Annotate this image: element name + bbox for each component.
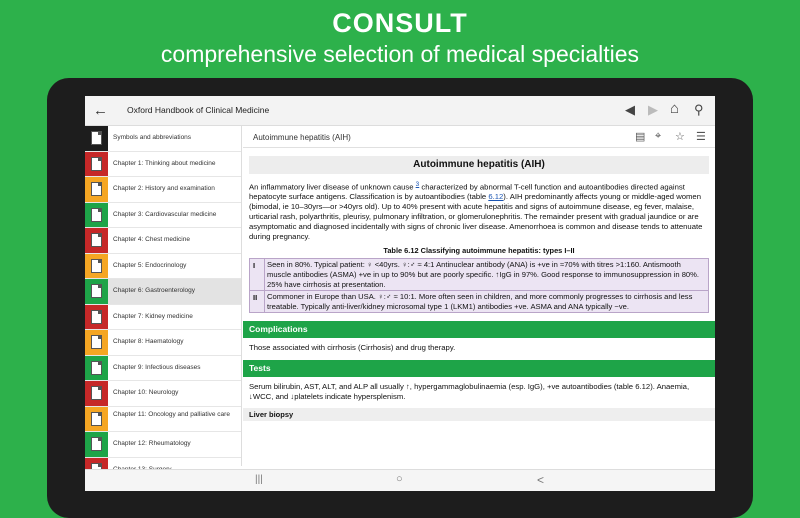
table-row xyxy=(250,291,708,312)
app-title: Oxford Handbook of Clinical Medicine xyxy=(127,105,270,115)
sidebar-item-label: Chapter 2: History and examination xyxy=(113,185,215,192)
recents-icon[interactable]: ||| xyxy=(255,474,263,485)
sidebar-item[interactable] xyxy=(85,432,241,458)
content-title-bar xyxy=(243,126,715,148)
sidebar-item[interactable] xyxy=(85,330,241,356)
document-icon xyxy=(91,259,102,273)
sidebar-item-label: Chapter 3: Cardiovascular medicine xyxy=(113,210,217,218)
tests-text xyxy=(243,377,715,402)
chapter-color-strip xyxy=(85,432,108,457)
arrow-left-icon[interactable]: ← xyxy=(93,102,108,119)
chapter-color-strip xyxy=(85,407,108,432)
promo-subtitle: comprehensive selection of medical specialties xyxy=(160,41,640,67)
content-pane xyxy=(243,126,715,466)
table-row-number: II xyxy=(253,293,258,303)
promo-title: CONSULT xyxy=(332,8,468,38)
chapter-color-strip xyxy=(85,177,108,202)
sidebar-item-label: Chapter 8: Haematology xyxy=(113,338,184,345)
intro-text-3: ). AIH predominantly affects young or middle-aged women (bimodal, ie 10–30yrs—or >40yrs old). Up to 40% present with acute hepatitis and signs of autoimmune disease, eg fever, malaise, urticarial rash, polyarthritis, pleurisy, pulmonary infiltration, or glomerulonephritis. The remainder present with gradual jaundice or are asymptomatic and diagnosed incidentally with signs of chronic liver disease. Amenorrhoea is common and disease tends to attenuate during pregnancy. xyxy=(249,192,703,241)
tag-icon[interactable]: ⌖ xyxy=(655,130,662,142)
chapter-sidebar xyxy=(85,126,242,466)
tests-text-1: Serum bilirubin, AST, ALT, and ALP all usually ↑, hypergammaglobulinaemia (esp. IgG), +ve autoantibodies (table xyxy=(249,382,636,392)
document-icon xyxy=(91,386,102,400)
document-icon xyxy=(91,233,102,247)
complications-text-2: ) and drug therapy. xyxy=(390,343,456,353)
sidebar-item[interactable] xyxy=(85,228,241,254)
chapter-color-strip xyxy=(85,305,108,330)
breadcrumb: Autoimmune hepatitis (AIH) xyxy=(253,133,351,142)
document-icon xyxy=(91,131,102,145)
footnote-link[interactable]: 3 xyxy=(415,181,420,188)
table-row xyxy=(250,259,708,291)
chapter-color-strip xyxy=(85,203,108,228)
complications-heading: Complications xyxy=(243,321,715,338)
sidebar-item[interactable] xyxy=(85,152,241,178)
sidebar-item-label: Chapter 10: Neurology xyxy=(113,389,179,396)
chapter-color-strip xyxy=(85,254,108,279)
chapter-color-strip xyxy=(85,279,108,304)
top-app-bar xyxy=(85,96,715,126)
table-title: Table 6.12 Classifying autoimmune hepatitis: types I–II xyxy=(383,246,575,256)
table-cell: Commoner in Europe than USA. ♀:♂ ≈ 10:1. More often seen in children, and more commonly progresses to cirrhosis and less treatable. Typically anti-liver/kidney microsomal type 1 (LKM1) antibodies +ve. ASMA and ANA typically −ve. xyxy=(264,291,708,312)
chapter-color-strip xyxy=(85,126,108,151)
chapter-color-strip xyxy=(85,152,108,177)
search-icon[interactable]: ⚲ xyxy=(694,102,704,117)
intro-paragraph xyxy=(243,180,715,241)
home-nav-icon[interactable]: ○ xyxy=(396,473,403,485)
document-icon xyxy=(91,208,102,222)
document-icon xyxy=(91,412,102,426)
sidebar-item[interactable] xyxy=(85,177,241,203)
document-icon xyxy=(91,157,102,171)
intro-text-1: An inflammatory liver disease of unknown cause xyxy=(249,182,414,192)
contents-list-icon[interactable]: ☰ xyxy=(696,131,706,143)
tests-table-link[interactable]: 6.12 xyxy=(635,382,651,392)
cirrhosis-link[interactable]: Cirrhosis xyxy=(360,343,391,353)
sidebar-item-label: Chapter 4: Chest medicine xyxy=(113,236,190,243)
sidebar-item-label: Chapter 11: Oncology and palliative care xyxy=(113,410,230,418)
sidebar-item-label: Chapter 1: Thinking about medicine xyxy=(113,159,216,167)
sidebar-item[interactable] xyxy=(85,203,241,229)
table-row-number: I xyxy=(253,261,256,271)
tests-heading: Tests xyxy=(243,360,715,377)
chapter-color-strip xyxy=(85,356,108,381)
document-icon xyxy=(91,284,102,298)
complications-text-1: Those associated with cirrhosis ( xyxy=(249,343,361,353)
document-icon xyxy=(91,310,102,324)
sidebar-item[interactable] xyxy=(85,356,241,382)
sidebar-item-label: Chapter 9: Infectious diseases xyxy=(113,363,201,371)
tests-text-2: ). Anaemia, ↓WCC, and ↓platelets indicate hypersplenism. xyxy=(249,382,690,401)
intro-text-2: characterized by abnormal T-cell function and autoantibodies directed against hepatocyte surface antigens. Classification is by autoantibodies (table xyxy=(249,182,685,202)
back-nav-icon[interactable]: < xyxy=(537,473,545,487)
next-page-icon[interactable]: ▶ xyxy=(648,102,658,117)
chapter-color-strip xyxy=(85,228,108,253)
sidebar-item[interactable] xyxy=(85,381,241,407)
chapter-color-strip xyxy=(85,330,108,355)
document-icon xyxy=(91,437,102,451)
sidebar-item-label: Chapter 7: Kidney medicine xyxy=(113,312,193,320)
system-nav-bar xyxy=(85,469,715,491)
home-icon[interactable]: ⌂ xyxy=(670,100,680,117)
liver-biopsy-heading: Liver biopsy xyxy=(243,408,715,421)
sidebar-item[interactable] xyxy=(85,279,241,305)
chapter-color-strip xyxy=(85,381,108,406)
sidebar-item-label: Chapter 12: Rheumatology xyxy=(113,440,191,447)
previous-page-icon[interactable]: ◀ xyxy=(625,102,635,117)
sidebar-item[interactable] xyxy=(85,254,241,280)
page-title: Autoimmune hepatitis (AIH) xyxy=(249,156,709,174)
star-icon[interactable]: ☆ xyxy=(675,131,685,143)
document-icon xyxy=(91,335,102,349)
table-link[interactable]: 6.12 xyxy=(488,192,504,202)
sidebar-item[interactable] xyxy=(85,407,241,433)
table-cell: Seen in 80%. Typical patient: ♀ <40yrs. ♀:♂ ≈ 4:1 Antinuclear antibody (ANA) is +ve in ≈70% with titres >1:160. Antismooth muscle antibodies (ASMA) +ve in up to 90% but are poorly specific. ↑IgG in 97%. Good response to immunosuppression in 80%. 25% have cirrhosis at presentation. xyxy=(264,259,708,290)
sidebar-item-label: Chapter 5: Endocrinology xyxy=(113,261,187,269)
document-icon xyxy=(91,361,102,375)
notes-icon[interactable]: ▤ xyxy=(635,131,646,143)
sidebar-item-label: Chapter 6: Gastroenterology xyxy=(113,287,196,294)
document-icon xyxy=(91,182,102,196)
sidebar-item[interactable] xyxy=(85,305,241,331)
complications-text xyxy=(243,338,715,353)
classification-table xyxy=(249,258,709,313)
sidebar-item[interactable] xyxy=(85,126,241,152)
app-screen xyxy=(85,96,715,491)
sidebar-item-label: Symbols and abbreviations xyxy=(113,134,192,141)
